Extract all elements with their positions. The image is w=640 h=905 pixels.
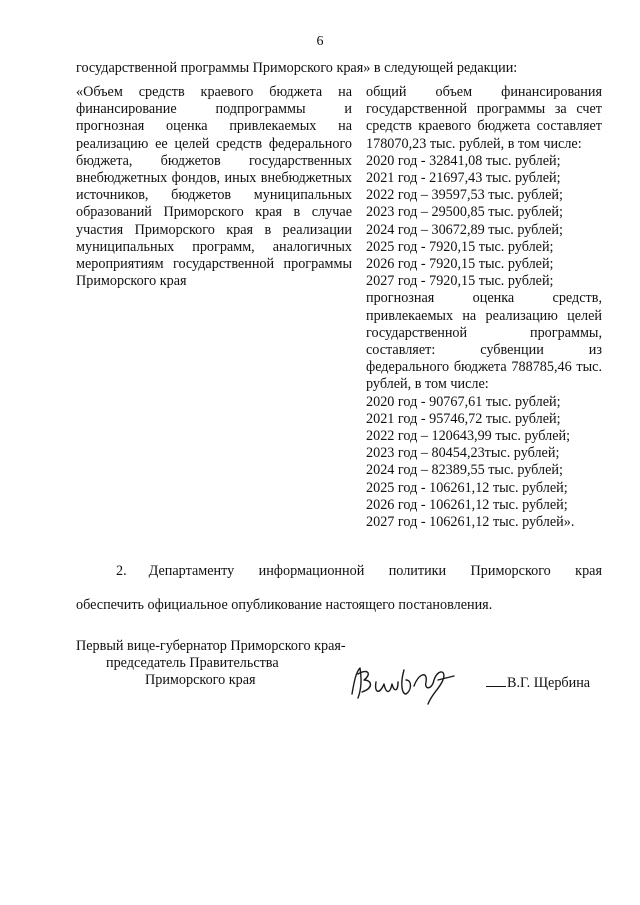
financing-lead-text: общий объем финансирования государственной программы за счет средств краевого бюджета составляет 178070,23 тыс. рублей, в том числе:	[366, 84, 602, 152]
list-item: 2027 год - 7920,15 тыс. рублей;	[366, 273, 554, 290]
handwritten-signature	[346, 660, 466, 708]
list-item: 2026 год - 7920,15 тыс. рублей;	[366, 256, 554, 273]
signatory-title-line1: Первый вице-губернатор Приморского края-	[76, 638, 346, 654]
list-item: 2021 год - 21697,43 тыс. рублей;	[366, 170, 561, 187]
list-item: 2024 год – 30672,89 тыс. рублей;	[366, 221, 563, 238]
list-item: 2026 год - 106261,12 тыс. рублей;	[366, 496, 568, 513]
paragraph-2-line2: обеспечить официальное опубликование настоящего постановления.	[76, 597, 493, 614]
signatory-name-text: В.Г. Щербина	[507, 675, 591, 691]
list-item: 2022 год – 120643,99 тыс. рублей;	[366, 428, 571, 445]
passport-right-column	[366, 84, 602, 531]
paragraph-2-number: 2.	[116, 563, 127, 579]
budget-items-list	[366, 153, 602, 291]
name-underline	[486, 686, 506, 687]
forecast-text: прогнозная оценка средств, привлекаемых на реализацию целей государственной программы, составляет: субвенции из федерального бюджета 788785,46 тыс. рублей, в том числе:	[366, 290, 602, 393]
paragraph-2	[76, 563, 602, 614]
signatory-name	[486, 675, 590, 692]
page-number: 6	[316, 34, 324, 49]
list-item: 2027 год - 106261,12 тыс. рублей».	[366, 514, 575, 531]
list-item: 2023 год – 29500,85 тыс. рублей;	[366, 204, 563, 221]
paragraph-2-word: информационной	[258, 563, 365, 579]
paragraph-2-word: Приморского	[470, 563, 551, 579]
list-item: 2025 год - 7920,15 тыс. рублей;	[366, 238, 554, 255]
list-item: 2025 год - 106261,12 тыс. рублей;	[366, 479, 568, 496]
signatory-title-line2: председатель Правительства	[106, 655, 279, 672]
intro-line: государственной программы Приморского края» в следующей редакции:	[76, 60, 518, 76]
signatory-title-line3: Приморского края	[145, 672, 256, 689]
list-item: 2024 год – 82389,55 тыс. рублей;	[366, 462, 563, 479]
paragraph-2-word: края	[575, 563, 602, 579]
list-item: 2021 год - 95746,72 тыс. рублей;	[366, 410, 561, 427]
paragraph-2-word: Департаменту	[148, 563, 235, 579]
list-item: 2023 год – 80454,23тыс. рублей;	[366, 445, 560, 462]
federal-items-list	[366, 394, 602, 532]
paragraph-2-word: политики	[388, 563, 447, 579]
list-item: 2020 год - 32841,08 тыс. рублей;	[366, 152, 561, 169]
list-item: 2022 год – 39597,53 тыс. рублей;	[366, 187, 563, 204]
paragraph-2-line1	[149, 563, 602, 580]
passport-left-column: «Объем средств краевого бюджета на финансирование подпрограммы и прогнозная оценка привлекаемых на реализацию ее целей средств федерального бюджета, бюджетов государственных внебюджетных фондов, иных внебюджетных источников, бюджетов муниципальных образований Приморского края в случае участия Приморского края в реализации муниципальных программ, аналогичных мероприятиям государственной программы Приморского края	[76, 84, 352, 290]
paragraph-2-first-line	[76, 563, 602, 580]
list-item: 2020 год - 90767,61 тыс. рублей;	[366, 393, 561, 410]
